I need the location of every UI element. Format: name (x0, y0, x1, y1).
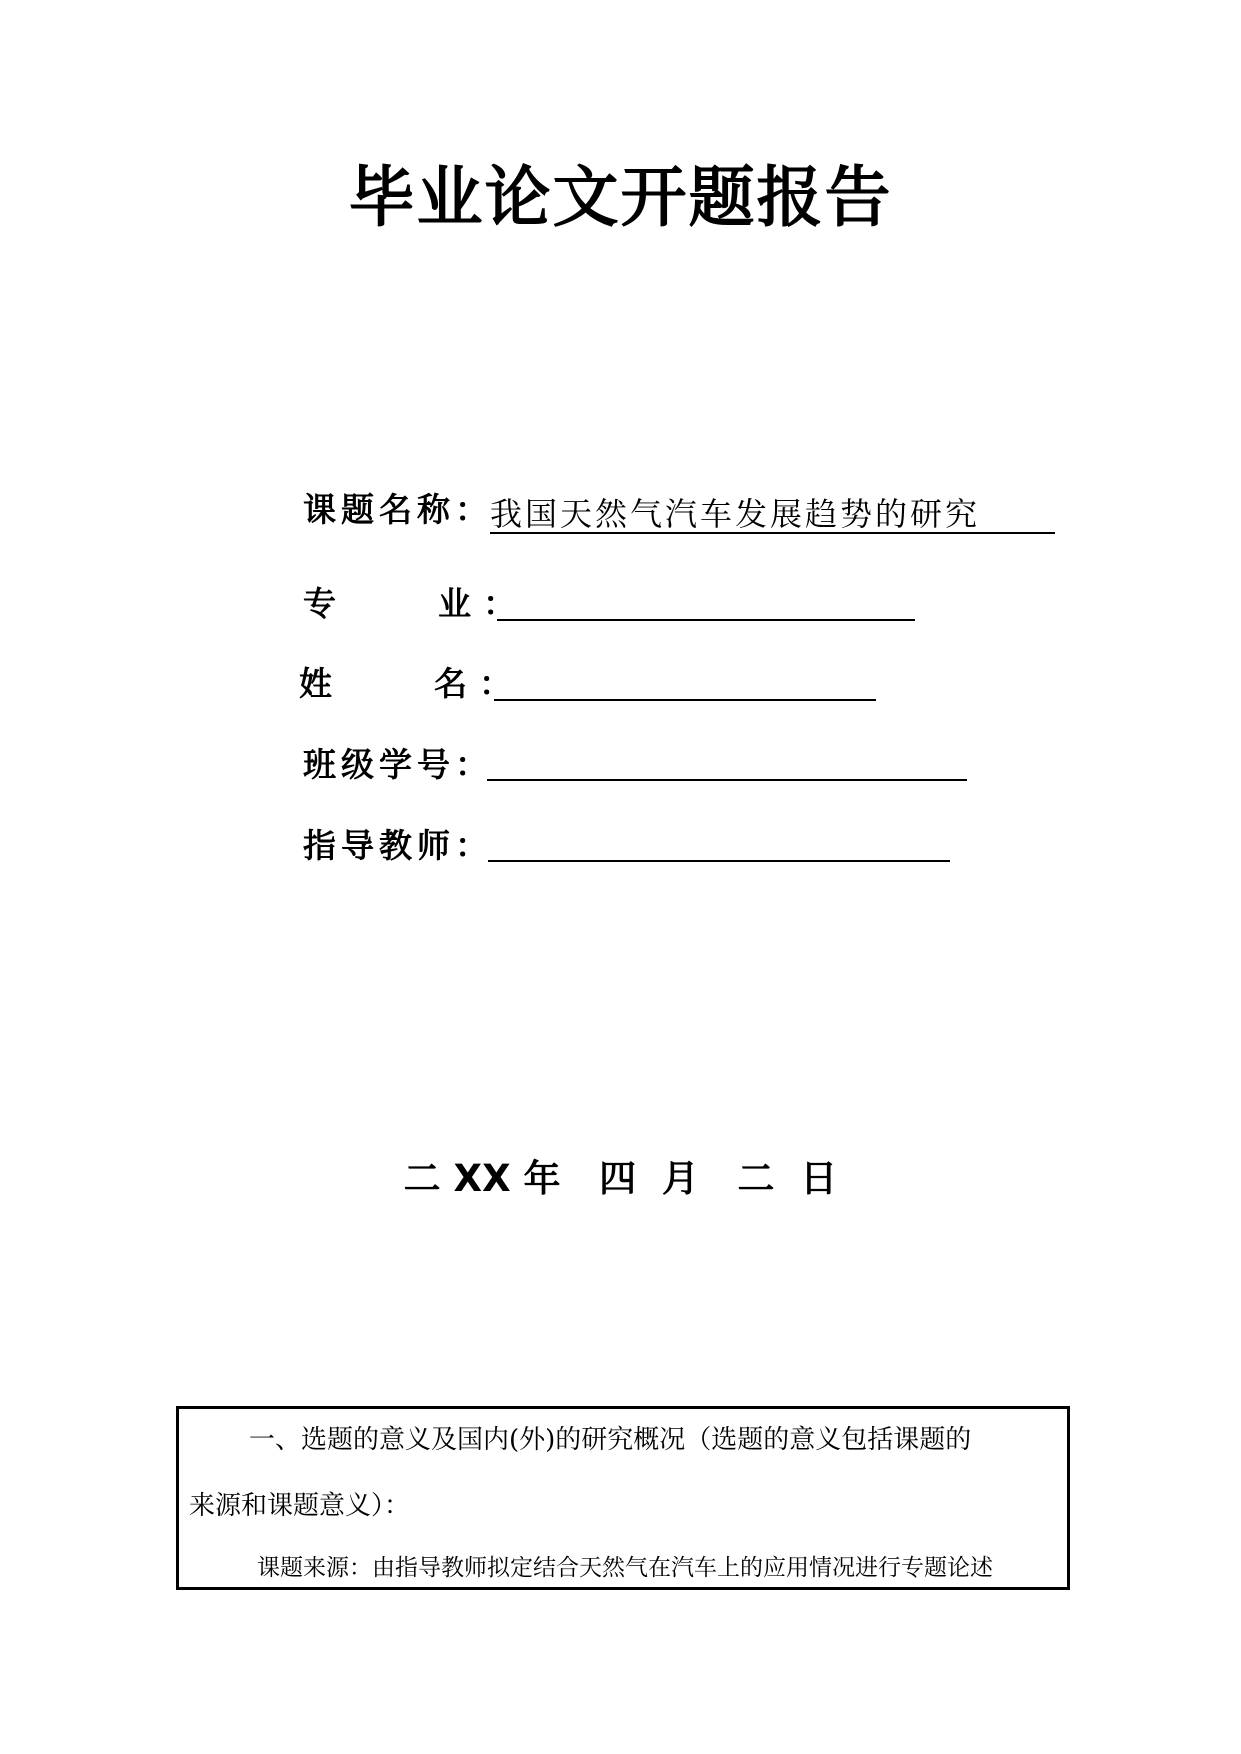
section-heading-line1: 一、选题的意义及国内(外)的研究概况（选题的意义包括课题的 (249, 1425, 972, 1455)
class-id-label: 班级学号： (303, 745, 493, 784)
report-date: 二 XX 年 四 月 二 日 (403, 1157, 838, 1200)
research-overview-section (176, 1406, 1070, 1590)
advisor-blank-line (488, 860, 950, 862)
document-title: 毕业论文开题报告 (348, 159, 893, 236)
major-blank-line (497, 619, 915, 621)
section-heading-line2: 来源和课题意义）： (189, 1491, 411, 1521)
advisor-label: 指导教师： (303, 826, 493, 865)
major-label: 专 业： (303, 584, 528, 623)
name-label: 姓 名： (299, 664, 524, 703)
topic-label: 课题名称： (303, 490, 493, 529)
name-blank-line (494, 699, 876, 701)
topic-source-text: 课题来源：由指导教师拟定结合天然气在汽车上的应用情况进行专题论述 (257, 1555, 993, 1581)
topic-value: 我国天然气汽车发展趋势的研究 (490, 494, 1055, 534)
class-id-blank-line (487, 779, 967, 781)
